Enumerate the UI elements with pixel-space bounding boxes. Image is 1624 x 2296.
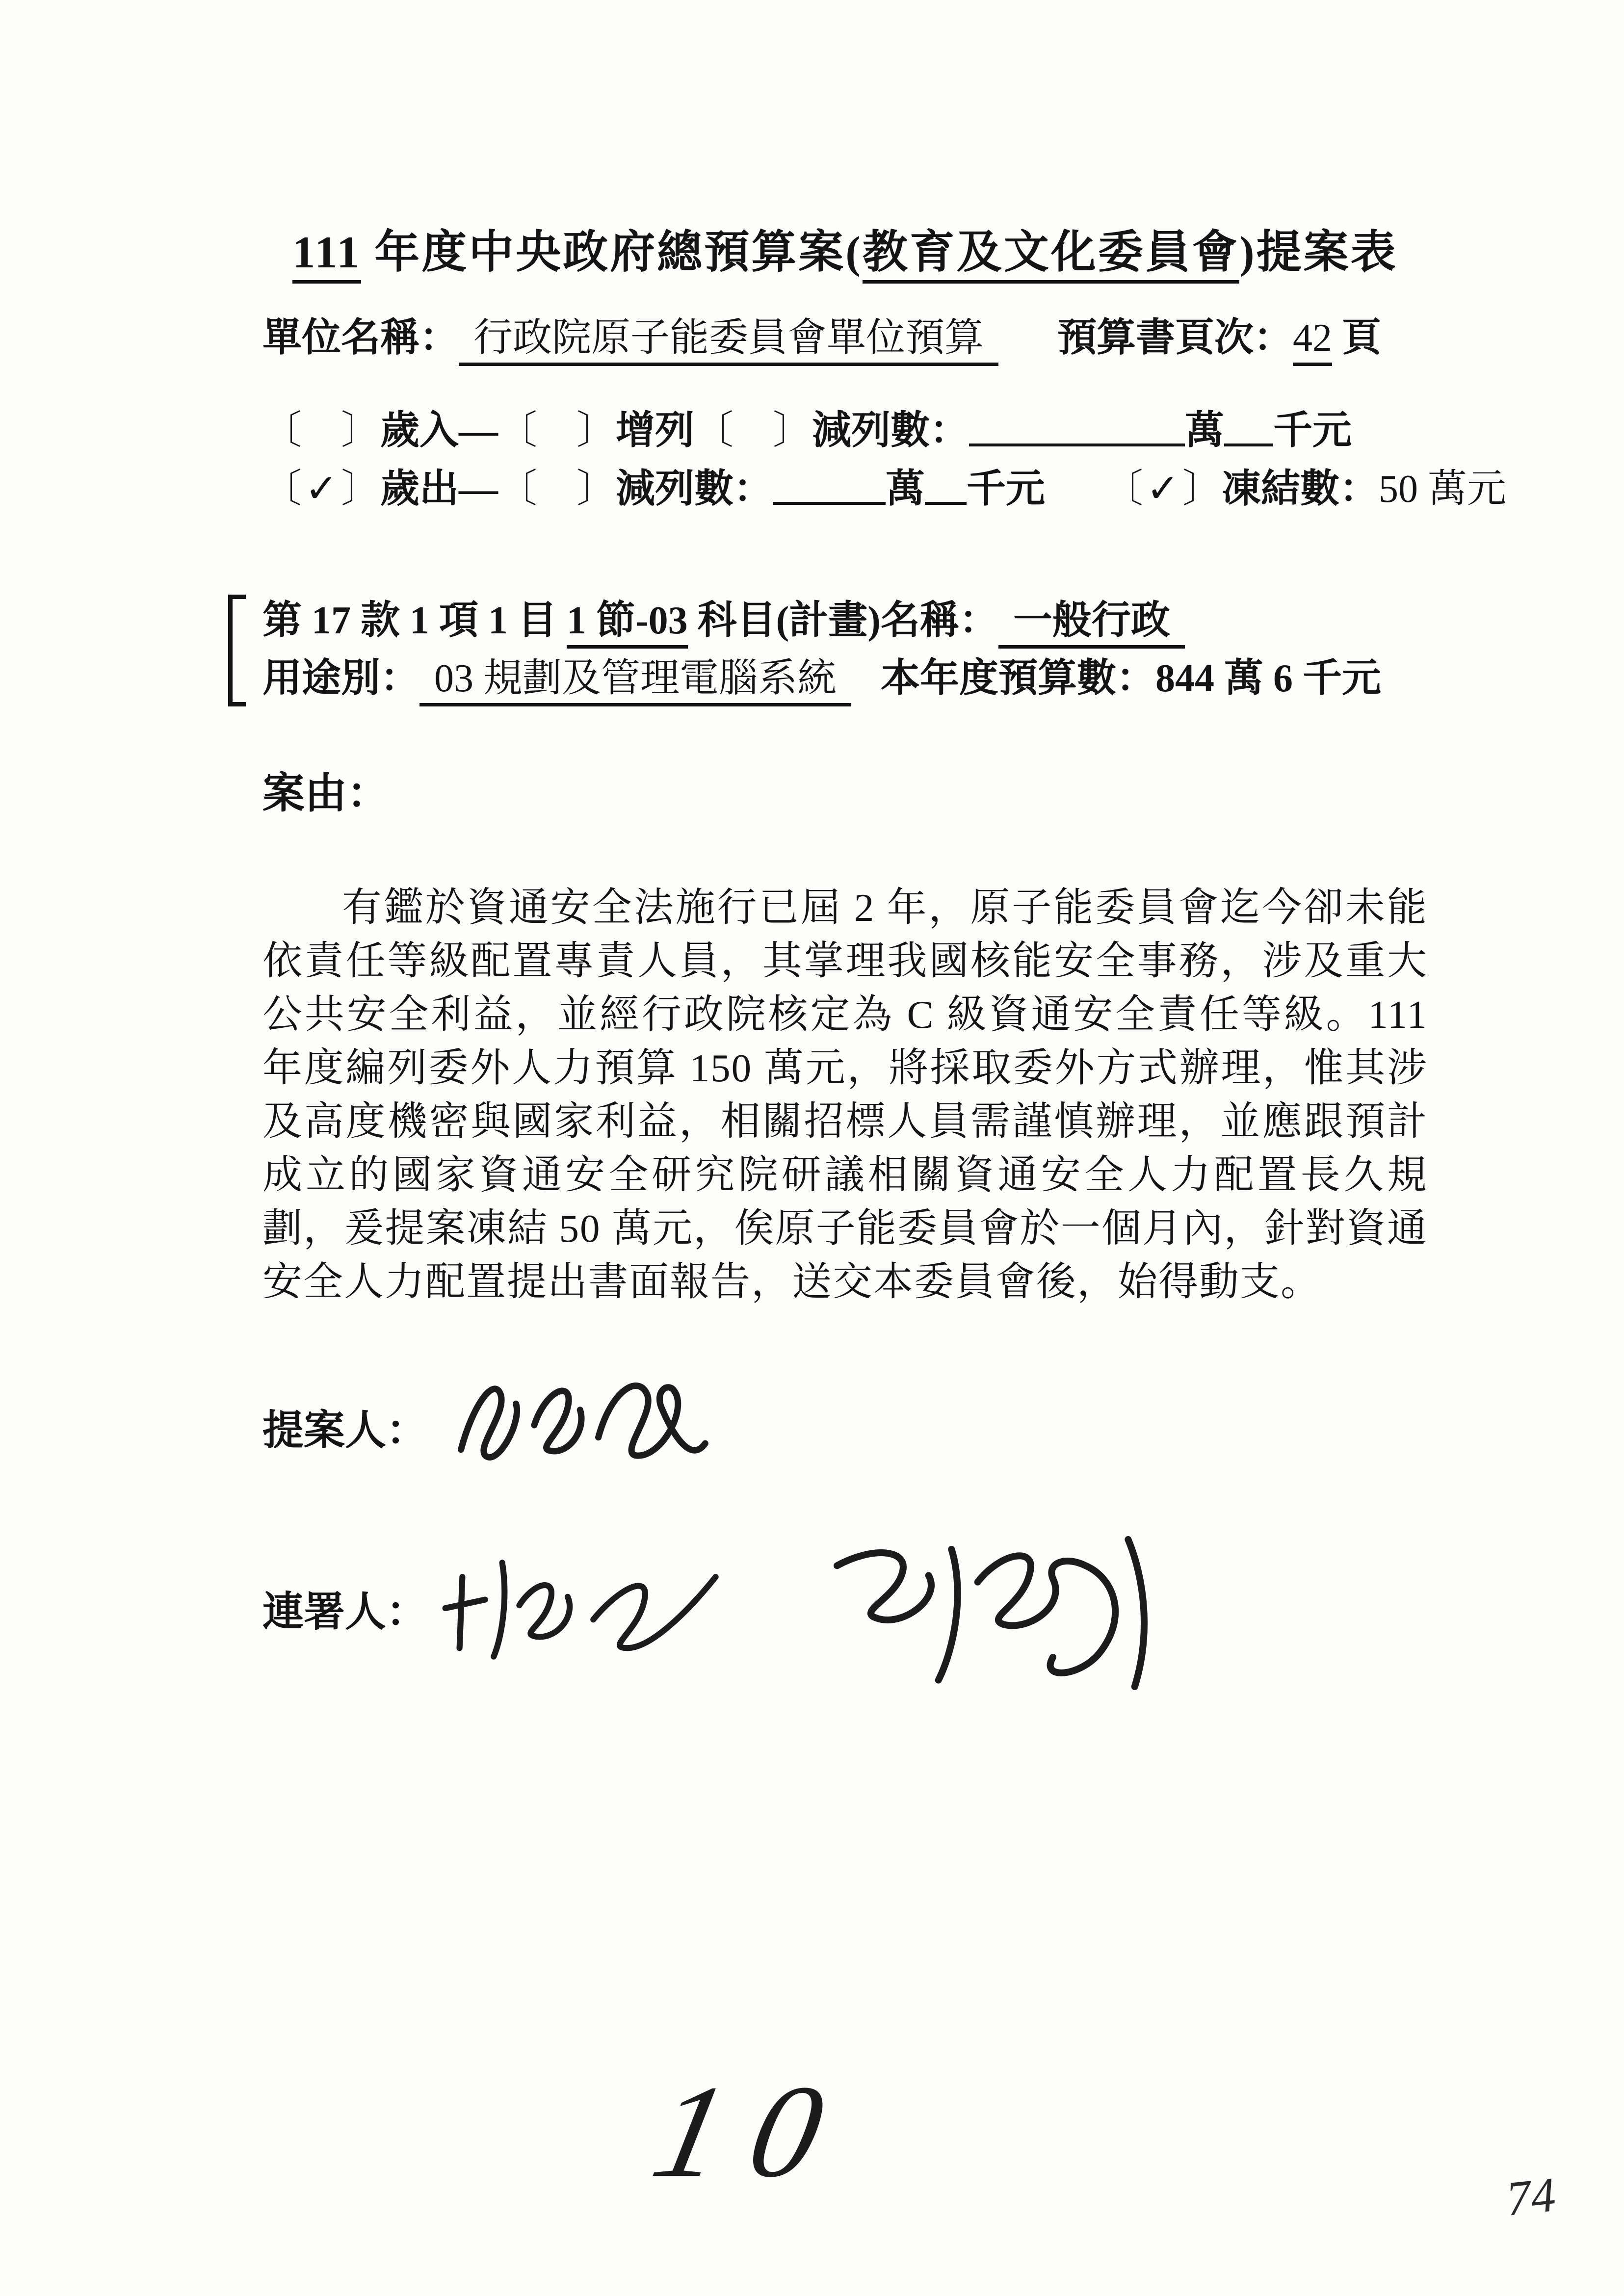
cosigner-signature-1	[440, 1537, 724, 1679]
fill-in-blank	[773, 466, 886, 505]
unit-name-value: 行政院原子能委員會單位預算	[459, 316, 998, 366]
item-prefix: 第 17 款 1 項 1 目	[262, 599, 567, 642]
case-reason-paragraph: 有鑑於資通安全法施行已屆 2 年，原子能委員會迄今卻未能依責任等級配置專責人員，其掌理我國核能安全事務，涉及重大公共安全利益，並經行政院核定為 C 級資通安全責任等級。111 年度編列委外人力預算 150 萬元，將採取委外方式辦理，惟其涉及高度機密與國家利益，相關招標人員需謹慎辦理，並應跟預計成立的國家資通安全研究院研議相關資通安全人力配置長久規劃，爰提案凍結 50 萬元，俟原子能委員會於一個月內，針對資通安全人力配置提出書面報告，送交本委員會後，始得動支。	[262, 886, 1428, 1304]
section-bracket-icon	[228, 595, 246, 706]
item-line	[262, 592, 1428, 650]
corner-page-number: 74	[1503, 2167, 1558, 2226]
revenue-row	[262, 401, 1428, 460]
freeze-value: 50 萬元	[1379, 468, 1506, 511]
checkbox-expense-cut	[498, 468, 616, 511]
bracket-close: 〕	[341, 409, 380, 452]
checkbox-freeze	[1104, 468, 1222, 511]
item-value: 一般行政	[998, 599, 1185, 649]
document-title	[262, 216, 1428, 281]
checkbox-revenue-cut	[694, 409, 812, 452]
fill-in-blank	[969, 407, 1185, 446]
bracket-close: 〕	[773, 409, 812, 452]
unit-name-line	[262, 309, 1428, 367]
budget-amount-label: 本年度預算數：	[881, 657, 1155, 700]
title-tail: )提案表	[1239, 227, 1398, 277]
bracket-open: 〔	[498, 409, 537, 452]
fill-in-blank	[925, 466, 967, 505]
checkbox-add	[498, 409, 616, 452]
wan-label: 萬	[1185, 409, 1224, 452]
proposer-signature	[440, 1358, 714, 1495]
bracket-close: 〕	[576, 409, 616, 452]
qian-label: 千元	[967, 468, 1045, 511]
title-mid: 年度中央政府總預算案(	[361, 227, 863, 277]
unit-name-label: 單位名稱：	[262, 316, 459, 360]
budget-page-suffix: 頁	[1342, 316, 1381, 360]
qian-label: 千元	[1273, 409, 1352, 452]
item-section-code: 1 節-03	[567, 599, 688, 649]
usage-label: 用途別：	[262, 657, 419, 700]
budget-amount-value: 844 萬 6 千元	[1155, 657, 1381, 700]
checkbox-revenue-cut-mark	[733, 401, 773, 459]
item-label: 科目(計畫)名稱：	[687, 599, 998, 642]
checkbox-expense-mark: ✓	[305, 466, 338, 511]
fill-in-blank	[1224, 407, 1273, 446]
cosigner-signature-2	[808, 1510, 1151, 1706]
wan-label: 萬	[886, 468, 925, 511]
checkbox-add-mark	[537, 401, 576, 459]
cosigner-label: 連署人：	[262, 1589, 428, 1635]
handwritten-page-number: 10	[642, 2058, 864, 2205]
budget-page-value: 42	[1293, 316, 1332, 366]
bracket-close: 〕	[1182, 468, 1222, 511]
checkbox-freeze-mark: ✓	[1146, 466, 1179, 511]
bracket-close: 〕	[341, 468, 380, 511]
checkbox-expense-cut-mark	[537, 460, 576, 518]
expense-row	[262, 460, 1506, 518]
bracket-close: 〕	[576, 468, 616, 511]
bracket-open: 〔	[262, 409, 302, 452]
checkbox-revenue-mark	[302, 401, 341, 459]
revenue-cut-label: 減列數：	[812, 409, 969, 452]
cosigner-row	[262, 1510, 1428, 1706]
budget-page-label: 預算書頁次：	[1057, 316, 1293, 360]
bracket-open: 〔	[694, 409, 733, 452]
bracket-open: 〔	[498, 468, 537, 511]
bracket-open: 〔	[1104, 468, 1143, 511]
expense-label: 歲出—	[380, 468, 498, 511]
add-label: 增列	[616, 409, 694, 452]
usage-value: 03 規劃及管理電腦系統	[419, 657, 851, 706]
checkbox-expense	[262, 468, 380, 511]
item-section	[262, 592, 1428, 707]
title-committee: 教育及文化委員會	[863, 227, 1239, 284]
freeze-label: 凍結數：	[1222, 468, 1379, 511]
proposer-label: 提案人：	[262, 1408, 428, 1454]
proposer-row	[262, 1358, 1428, 1495]
bracket-open: 〔	[262, 468, 302, 511]
checkbox-revenue	[262, 409, 380, 452]
revenue-label: 歲入—	[380, 409, 498, 452]
usage-line	[262, 650, 1428, 707]
title-year: 111	[292, 227, 361, 284]
expense-cut-label: 減列數：	[616, 468, 773, 511]
case-reason-label: 案由：	[262, 770, 389, 817]
